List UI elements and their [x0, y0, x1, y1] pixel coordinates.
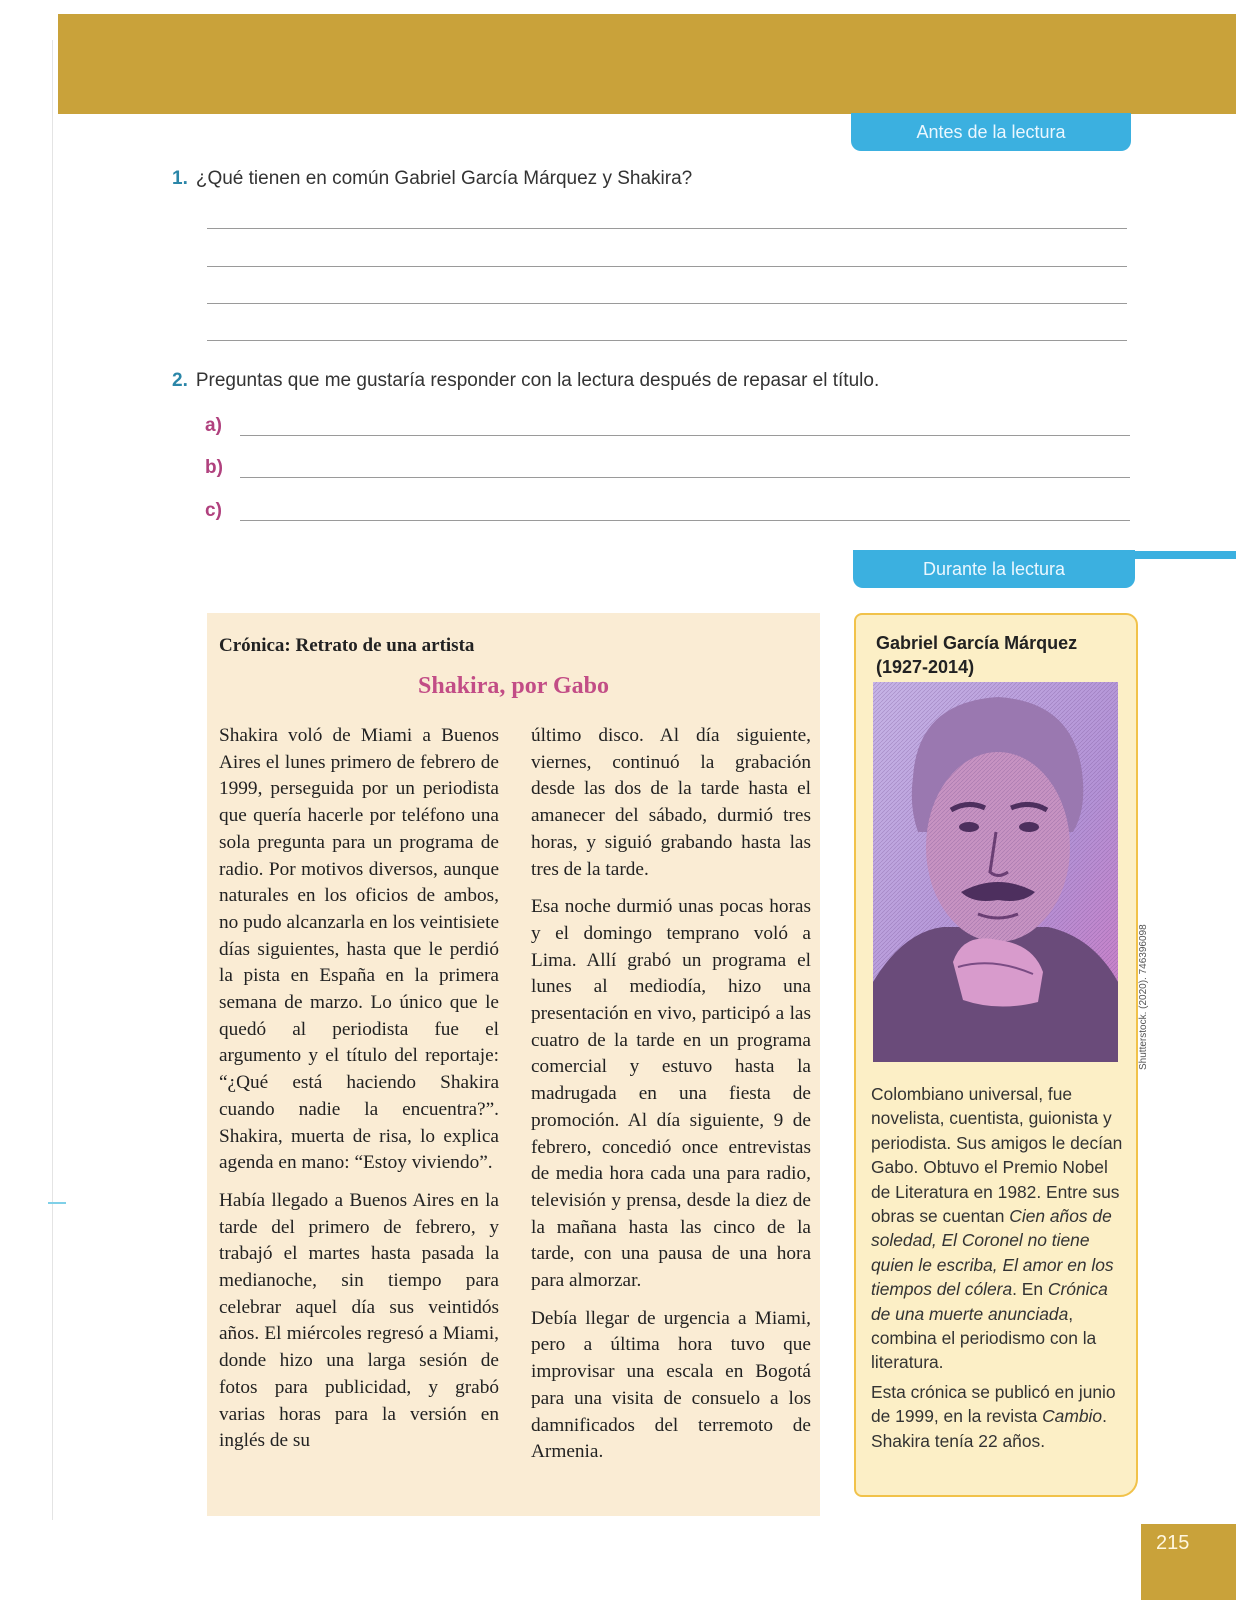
bio-paragraph	[871, 1380, 1123, 1453]
reading-column-1	[219, 723, 499, 1466]
book-titles: Cien años de soledad, El Coronel no tiene quien le escriba, El amor en los tiempos del cólera	[871, 1206, 1114, 1300]
book-title: Crónica de una muerte anunciada	[871, 1279, 1108, 1324]
bio-paragraph	[871, 1082, 1123, 1375]
bio-text-run: . Shakira tenía 22 años.	[871, 1406, 1107, 1451]
reading-box	[207, 613, 820, 1516]
answer-line-b[interactable]	[240, 477, 1130, 478]
header-band	[58, 14, 1236, 114]
question-1	[172, 168, 692, 190]
author-bio-text	[871, 1082, 1123, 1458]
answer-line-a[interactable]	[240, 435, 1130, 436]
author-name	[876, 631, 1077, 679]
author-bio-box	[854, 613, 1138, 1497]
sub-question-b: b)	[205, 457, 223, 478]
page-number: 215	[1141, 1524, 1236, 1600]
page-edge	[52, 40, 53, 1520]
reading-column-2	[531, 723, 811, 1477]
author-portrait	[873, 682, 1118, 1062]
tab-during-reading: Durante la lectura	[853, 550, 1135, 588]
paragraph: Había llegado a Buenos Aires en la tarde del primero de febrero, y trabajó el martes hasta pasada la medianoche, sin tiempo para celebrar aquel día sus veintidós años. El miércoles regresó a Miami, donde hizo una larga sesión de fotos para publicidad, y grabó varias horas para la versión en inglés de su	[219, 1189, 499, 1452]
question-number: 1.	[172, 168, 188, 189]
reading-title: Shakira, por Gabo	[418, 673, 609, 699]
question-2	[172, 370, 879, 392]
question-text: Preguntas que me gustaría responder con la lectura después de repasar el título.	[195, 370, 880, 391]
sub-question-a: a)	[205, 415, 222, 436]
paragraph: último disco. Al día siguiente, viernes, continuó la grabación desde las dos de la tarde hasta el amanecer del sábado, durmió tres horas, y siguió grabando hasta las tres de la tarde.	[531, 725, 811, 880]
margin-mark	[48, 1202, 66, 1204]
question-text: ¿Qué tienen en común Gabriel García Márquez y Shakira?	[195, 168, 693, 189]
answer-line[interactable]	[207, 266, 1127, 267]
bio-text-run: , combina el periodismo con la literatura.	[871, 1303, 1097, 1373]
reading-kicker: Crónica: Retrato de una artista	[219, 635, 475, 656]
answer-line[interactable]	[207, 303, 1127, 304]
answer-line[interactable]	[207, 340, 1127, 341]
answer-line[interactable]	[207, 228, 1127, 229]
bio-text-run: Esta crónica se publicó en junio de 1999, en la revista	[871, 1381, 1116, 1427]
bio-text-run: Colombiano universal, fue novelista, cuentista, guionista y periodista. Sus amigos le decían Gabo. Obtuvo el Premio Nobel de Literatura en 1982. Entre sus obras se cuentan	[871, 1084, 1123, 1227]
question-number: 2.	[172, 370, 188, 391]
paragraph: Debía llegar de urgencia a Miami, pero a última hora tuvo que improvisar una escala en Bogotá para una visita de consuelo a los damnificados del terremoto de Armenia.	[531, 1307, 811, 1463]
paragraph: Esa noche durmió unas pocas horas y el domingo temprano voló a Lima. Allí grabó un programa el lunes al mediodía, hizo una presentación en vivo, participó a las cuatro de la tarde en un programa comercial y estuvo hasta la madrugada en una fiesta de promoción. Al día siguiente, 9 de febrero, concedió once entrevistas de media hora cada una para radio, televisión y prensa, desde la diez de la mañana hasta las cinco de la tarde, con una pausa de una hora para almorzar.	[531, 896, 811, 1292]
image-credit: Shutterstock. (2020). 746396098	[1138, 924, 1149, 1070]
author-name-text: Gabriel García Márquez	[876, 633, 1078, 653]
magazine-title: Cambio	[1042, 1406, 1103, 1427]
sub-question-c: c)	[205, 500, 222, 521]
tab-before-reading: Antes de la lectura	[851, 113, 1131, 151]
paragraph: Shakira voló de Miami a Buenos Aires el lunes primero de febrero de 1999, perseguida por un periodista que quería hacerle por teléfono una sola pregunta para un programa de radio. Por motivos diversos, aunque naturales en los oficios de ambos, no pudo alcanzarla en los veintisiete días siguientes, hasta que le perdió la pista en España en la primera semana de marzo. Lo único que le quedó al periodista fue el argumento y el título del reportaje: “¿Qué está haciendo Shakira cuando nadie la encuentra?”. Shakira, muerta de risa, lo explica agenda en mano: “Estoy viviendo”.	[219, 725, 500, 1174]
tab-connector	[1130, 551, 1236, 559]
answer-line-c[interactable]	[240, 520, 1130, 521]
author-years: (1927-2014)	[876, 657, 975, 677]
bio-text-run: . En	[1012, 1279, 1048, 1300]
